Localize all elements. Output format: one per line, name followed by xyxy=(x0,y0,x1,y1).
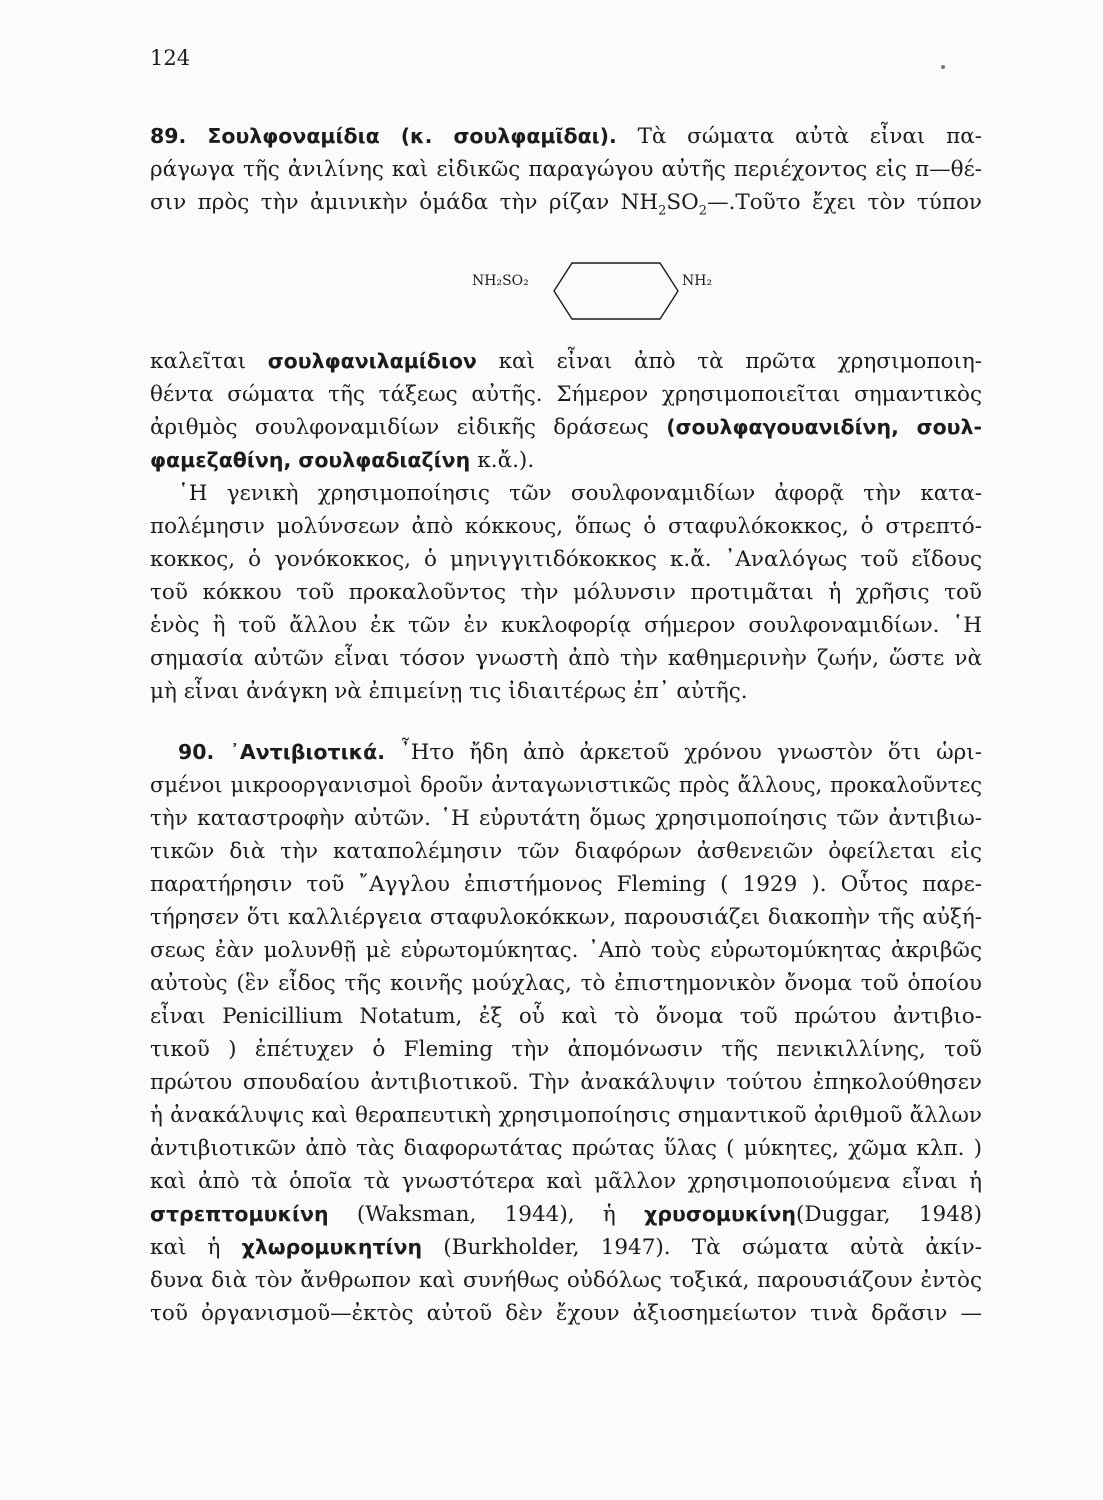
section-90-line-15: στρεπτομυκίνη (Waksman, 1944), ἡ χρυσομυκίνη(Duggar, 1948) xyxy=(150,1202,982,1227)
section-90-line-7: σεως ἐὰν μολυνθῇ μὲ εὐρωτομύκητας. ᾿Απὸ τοὺς εὐρωτομύκητας ἀκριβῶς xyxy=(150,938,982,963)
section-90-line-5: παρατήρησιν τοῦ ῎Αγγλου ἐπιστήμονος Fleming ( 1929 ). Οὗτος παρε- xyxy=(150,872,982,897)
benzene-formula xyxy=(472,259,712,323)
section-89-line-11: τοῦ κόκκου τοῦ προκαλοῦντος τὴν μόλυνσιν προτιμᾶται ἡ χρῆσις τοῦ xyxy=(150,580,982,605)
section-89-heading: 89. Σουλφοναμίδια (κ. σουλφαμῖδαι). xyxy=(150,124,617,148)
section-90-line-3: τὴν καταστροφὴν αὐτῶν. ῾Η εὐρυτάτη ὅμως χρησιμοποίησις τῶν ἀντιβιω- xyxy=(150,806,982,831)
section-90-line-16: καὶ ἡ χλωρομυκητίνη (Burkholder, 1947). Τὰ σώματα αὐτὰ ἀκίν- xyxy=(150,1235,982,1260)
section-89-line-14: μὴ εἶναι ἀνάγκη νὰ ἐπιμείνῃ τις ἰδιαιτέρως ἐπ᾽ αὐτῆς. xyxy=(150,679,748,704)
section-89-line-5: θέντα σώματα τῆς τάξεως αὐτῆς. Σήμερον χρησιμοποιεῖται σημαντικὸς xyxy=(150,382,982,407)
section-90-line-6: τήρησεν ὅτι καλλιέργεια σταφυλοκόκκων, παρουσιάζει διακοπὴν τῆς αὐξή- xyxy=(150,905,982,930)
section-90-heading: 90. ᾿Αντιβιοτικά. xyxy=(178,740,385,764)
section-89-line-1: 89. Σουλφοναμίδια (κ. σουλφαμῖδαι). Τὰ σώματα αὐτὰ εἶναι πα- xyxy=(150,124,982,149)
section-90-line-2: σμένοι μικροοργανισμοὶ δροῦν ἀνταγωνιστικῶς πρὸς ἄλλους, προκαλοῦντες xyxy=(150,773,982,797)
section-90-line-11: πρώτου σπουδαίου ἀντιβιοτικοῦ. Τὴν ἀνακάλυψιν τούτου ἐπηκολούθησεν xyxy=(150,1070,982,1095)
benzene-ring-icon xyxy=(472,259,712,323)
formula-left-group: NH₂SO₂ xyxy=(472,273,529,289)
section-89-line-4: καλεῖται σουλφανιλαμίδιον καὶ εἶναι ἀπὸ τὰ πρῶτα χρησιμοποιη- xyxy=(150,349,982,374)
section-90-line-10: τικοῦ ) ἐπέτυχεν ὁ Fleming τὴν ἀπομόνωσιν τῆς πενικιλλίνης, τοῦ xyxy=(150,1037,982,1062)
page-number: 124 xyxy=(150,46,191,70)
section-90-line-18: τοῦ ὀργανισμοῦ—ἐκτὸς αὐτοῦ δὲν ἔχουν ἀξιοσημείωτον τινὰ δρᾶσιν — xyxy=(150,1301,982,1326)
speck xyxy=(941,65,945,69)
section-89-line-10: κοκκος, ὁ γονόκοκκος, ὁ μηνιγγιτιδόκοκκος κ.ἄ. ᾿Αναλόγως τοῦ εἴδους xyxy=(150,547,982,572)
section-90-line-14: καὶ ἀπὸ τὰ ὁποῖα τὰ γνωστότερα καὶ μᾶλλον χρησιμοποιούμενα εἶναι ἡ xyxy=(150,1169,982,1194)
formula-right-group: NH₂ xyxy=(682,273,713,289)
section-89-line-13: σημασία αὐτῶν εἶναι τόσον γνωστὴ ἀπὸ τὴν καθημερινὴν ζωήν, ὥστε νὰ xyxy=(150,646,982,671)
section-89-line-7: φαμεζαθίνη, σουλφαδιαζίνη κ.ἄ.). xyxy=(150,448,535,473)
section-90-line-4: τικῶν διὰ τὴν καταπολέμησιν τῶν διαφόρων ἀσθενειῶν ὀφείλεται εἰς xyxy=(150,839,982,864)
section-89-line-6: ἀριθμὸς σουλφοναμιδίων εἰδικῆς δράσεως (σουλφαγουανιδίνη, σουλ- xyxy=(150,415,982,440)
section-89-line-12: ἑνὸς ἢ τοῦ ἄλλου ἐκ τῶν ἐν κυκλοφορίᾳ σήμερον σουλφοναμιδίων. ῾Η xyxy=(150,613,982,638)
section-90-line-17: δυνα διὰ τὸν ἄνθρωπον καὶ συνήθως οὐδόλως τοξικά, παρουσιάζουν ἐντὸς xyxy=(150,1268,982,1293)
section-90-line-8: αὐτοὺς (ἓν εἶδος τῆς κοινῆς μούχλας, τὸ ἐπιστημονικὸν ὄνομα τοῦ ὁποίου xyxy=(150,971,982,996)
section-89-line-3: σιν πρὸς τὴν ἀμινικὴν ὁμάδα τὴν ρίζαν $NH_2SO_2—.Toῦ\tau o$ ἔχει τὸν τύπον xyxy=(150,190,982,219)
section-90-line-13: ἀντιβιοτικῶν ἀπὸ τὰς διαφορωτάτας πρώτας ὕλας ( μύκητες, χῶμα κλπ. ) xyxy=(150,1136,982,1161)
section-90-line-9: εἶναι Penicillium Notatum, ἐξ οὗ καὶ τὸ ὄνομα τοῦ πρώτου ἀντιβιο- xyxy=(150,1004,982,1029)
section-90-line-1: 90. ᾿Αντιβιοτικά. ῏Ητο ἤδη ἀπὸ ἀρκετοῦ χρόνου γνωστὸν ὅτι ὡρι- xyxy=(178,740,982,765)
section-89-line-8: ῾Η γενικὴ χρησιμοποίησις τῶν σουλφοναμιδίων ἀφορᾷ τὴν κατα- xyxy=(178,481,982,506)
section-89-line-2: ράγωγα τῆς ἀνιλίνης καὶ εἰδικῶς παραγώγου αὐτῆς περιέχοντος εἰς π—θέ- xyxy=(150,157,982,182)
section-90-line-12: ἡ ἀνακάλυψις καὶ θεραπευτικὴ χρησιμοποίησις σημαντικοῦ ἀριθμοῦ ἄλλων xyxy=(150,1103,982,1128)
section-89-line-9: πολέμησιν μολύνσεων ἀπὸ κόκκους, ὅπως ὁ σταφυλόκοκκος, ὁ στρεπτό- xyxy=(150,514,982,539)
